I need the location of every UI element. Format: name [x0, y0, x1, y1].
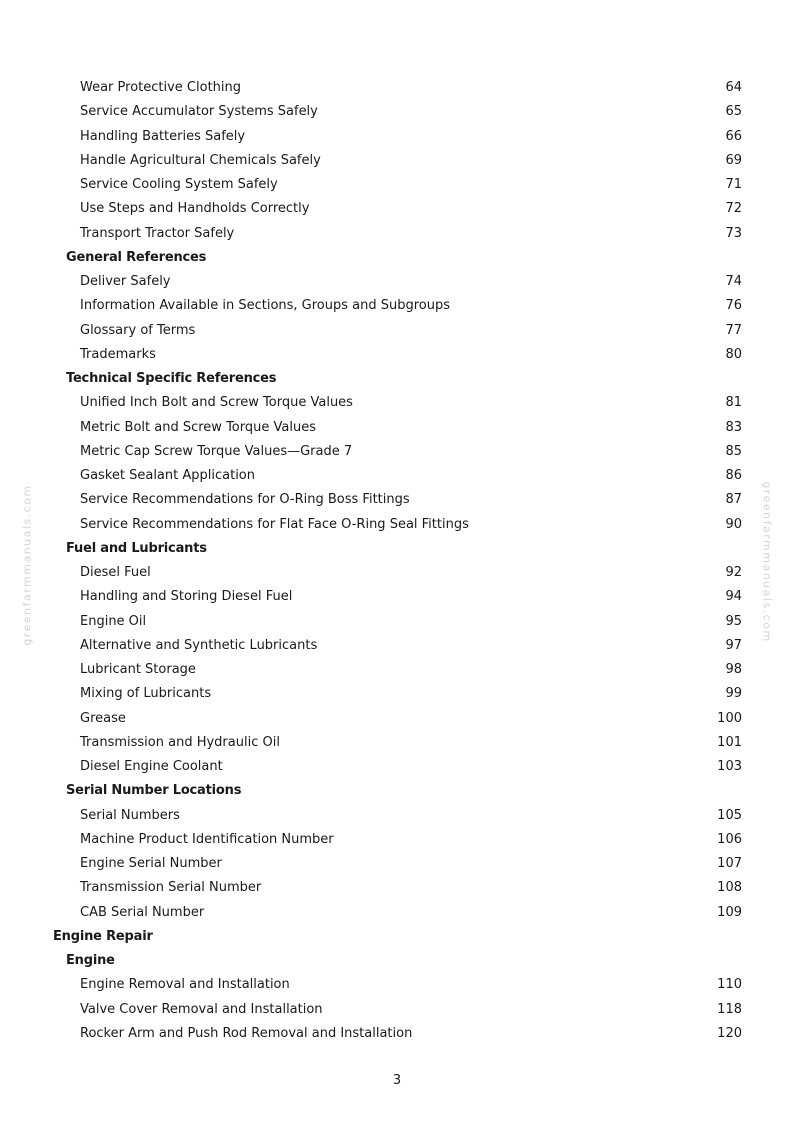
toc-entry[interactable] [0, 513, 794, 537]
toc-entry[interactable] [0, 76, 794, 100]
toc-page-number: 81 [725, 395, 742, 411]
toc-entry[interactable] [0, 440, 794, 464]
toc-page-number: 95 [725, 613, 742, 629]
toc-page-number: 94 [725, 589, 742, 605]
toc-page-number: 65 [725, 104, 742, 120]
toc-entry[interactable] [0, 634, 794, 658]
toc-entry[interactable] [0, 1022, 794, 1046]
toc-page-number: 107 [717, 856, 742, 871]
toc-page-number: 90 [725, 516, 742, 532]
watermark-left: greenfarmmanuals.com [20, 484, 34, 646]
toc-entry-title: Rocker Arm and Push Rod Removal and Installation [80, 1025, 413, 1041]
toc-entry[interactable] [0, 998, 794, 1022]
toc-section [0, 246, 794, 270]
toc-page-number: 92 [725, 565, 742, 580]
toc-entry[interactable] [0, 876, 794, 900]
toc-page-number: 87 [725, 492, 742, 508]
toc-entry[interactable] [0, 464, 794, 488]
toc-page-number: 77 [725, 322, 742, 338]
toc-entry-title: Transmission Serial Number [80, 880, 262, 896]
toc-entry[interactable] [0, 561, 794, 585]
toc-section-title: Serial Number Locations [66, 783, 242, 799]
toc-section-title: Engine [66, 953, 115, 968]
toc-entry-title: Metric Cap Screw Torque Values—Grade 7 [80, 443, 353, 459]
toc-section-title: General References [66, 249, 207, 265]
toc-entry-title: Service Accumulator Systems Safely [80, 104, 318, 120]
toc-entry-title: Engine Oil [80, 613, 147, 629]
toc-entry[interactable] [0, 222, 794, 246]
toc-entry-title: Trademarks [80, 346, 156, 362]
toc-page-number: 86 [725, 468, 742, 483]
toc-entry-title: Lubricant Storage [80, 662, 196, 677]
toc-page-number: 69 [725, 152, 742, 168]
toc-entry-title: Engine Removal and Installation [80, 977, 290, 993]
toc-page-number: 85 [725, 443, 742, 459]
toc-entry-title: Serial Numbers [80, 807, 180, 823]
toc-entry-title: Glossary of Terms [80, 322, 196, 338]
toc-entry[interactable] [0, 319, 794, 343]
toc-page-number: 109 [717, 904, 742, 920]
toc-entry-title: Alternative and Synthetic Lubricants [80, 637, 318, 653]
toc-entry-title: Mixing of Lubricants [80, 686, 212, 702]
toc-page-number: 103 [717, 759, 742, 774]
toc-entry[interactable] [0, 270, 794, 294]
toc-page-number: 80 [725, 346, 742, 362]
toc-entry[interactable] [0, 173, 794, 197]
toc-entry-title: CAB Serial Number [80, 904, 205, 920]
toc-page-number: 97 [725, 637, 742, 653]
toc-page-number: 73 [725, 225, 742, 241]
toc-page-number: 74 [725, 274, 742, 289]
toc-section [0, 367, 794, 391]
toc-page-number: 72 [725, 201, 742, 217]
toc-section [0, 537, 794, 561]
toc-entry[interactable] [0, 343, 794, 367]
toc-entry[interactable] [0, 682, 794, 706]
table-of-contents [0, 76, 794, 1046]
toc-entry-title: Handling Batteries Safely [80, 128, 246, 144]
toc-entry-title: Grease [80, 710, 126, 726]
toc-section [0, 779, 794, 803]
toc-entry[interactable] [0, 755, 794, 779]
toc-entry-title: Metric Bolt and Screw Torque Values [80, 419, 316, 435]
toc-entry[interactable] [0, 852, 794, 876]
toc-page-number: 118 [717, 1001, 742, 1017]
toc-page-number: 99 [725, 686, 742, 702]
toc-section-title: Technical Specific References [66, 371, 277, 386]
toc-page-number: 83 [725, 419, 742, 435]
toc-entry-title: Engine Serial Number [80, 856, 222, 871]
toc-entry-title: Diesel Fuel [80, 565, 151, 580]
toc-entry-title: Diesel Engine Coolant [80, 759, 223, 774]
toc-entry-title: Service Cooling System Safely [80, 177, 278, 192]
toc-entry[interactable] [0, 488, 794, 512]
toc-entry[interactable] [0, 973, 794, 997]
toc-entry[interactable] [0, 197, 794, 221]
toc-page-number: 76 [725, 298, 742, 314]
toc-page-number: 120 [717, 1025, 742, 1041]
toc-page-number: 105 [717, 807, 742, 823]
toc-page-number: 64 [725, 80, 742, 95]
toc-entry-title: Gasket Sealant Application [80, 468, 256, 483]
toc-page-number: 100 [717, 710, 742, 726]
toc-entry-title: Handle Agricultural Chemicals Safely [80, 152, 321, 168]
toc-page-number: 98 [725, 662, 742, 677]
toc-section-title: Fuel and Lubricants [66, 540, 207, 556]
toc-entry-title: Valve Cover Removal and Installation [80, 1001, 323, 1017]
toc-entry[interactable] [0, 731, 794, 755]
toc-entry[interactable] [0, 610, 794, 634]
toc-entry[interactable] [0, 707, 794, 731]
toc-entry[interactable] [0, 658, 794, 682]
toc-entry[interactable] [0, 294, 794, 318]
toc-entry[interactable] [0, 901, 794, 925]
page-number: 3 [392, 1073, 402, 1088]
toc-entry[interactable] [0, 828, 794, 852]
toc-entry-title: Service Recommendations for O-Ring Boss Fittings [80, 492, 410, 508]
toc-entry-title: Wear Protective Clothing [80, 80, 242, 95]
toc-entry-title: Deliver Safely [80, 274, 171, 289]
toc-page-number: 108 [717, 880, 742, 896]
toc-entry-title: Service Recommendations for Flat Face O-Ring Seal Fittings [80, 516, 469, 532]
toc-entry[interactable] [0, 416, 794, 440]
toc-entry[interactable] [0, 149, 794, 173]
toc-entry[interactable] [0, 125, 794, 149]
toc-chapter-title: Engine Repair [53, 928, 153, 944]
toc-entry[interactable] [0, 585, 794, 609]
toc-page-number: 106 [717, 831, 742, 847]
toc-section [0, 949, 794, 973]
toc-page-number: 110 [717, 977, 742, 993]
toc-entry[interactable] [0, 100, 794, 124]
toc-entry-title: Information Available in Sections, Groups and Subgroups [80, 298, 451, 314]
toc-page-number: 101 [717, 734, 742, 750]
toc-entry-title: Unified Inch Bolt and Screw Torque Values [80, 395, 353, 411]
toc-entry[interactable] [0, 391, 794, 415]
toc-entry-title: Use Steps and Handholds Correctly [80, 201, 310, 217]
toc-chapter [0, 925, 794, 949]
toc-entry-title: Transmission and Hydraulic Oil [80, 734, 280, 750]
toc-entry-title: Handling and Storing Diesel Fuel [80, 589, 293, 605]
toc-page-number: 71 [725, 177, 742, 192]
toc-entry[interactable] [0, 804, 794, 828]
toc-entry-title: Machine Product Identification Number [80, 831, 334, 847]
toc-page-number: 66 [725, 128, 742, 144]
watermark-right: greenfarmmanuals.com [760, 481, 774, 643]
toc-entry-title: Transport Tractor Safely [80, 225, 235, 241]
